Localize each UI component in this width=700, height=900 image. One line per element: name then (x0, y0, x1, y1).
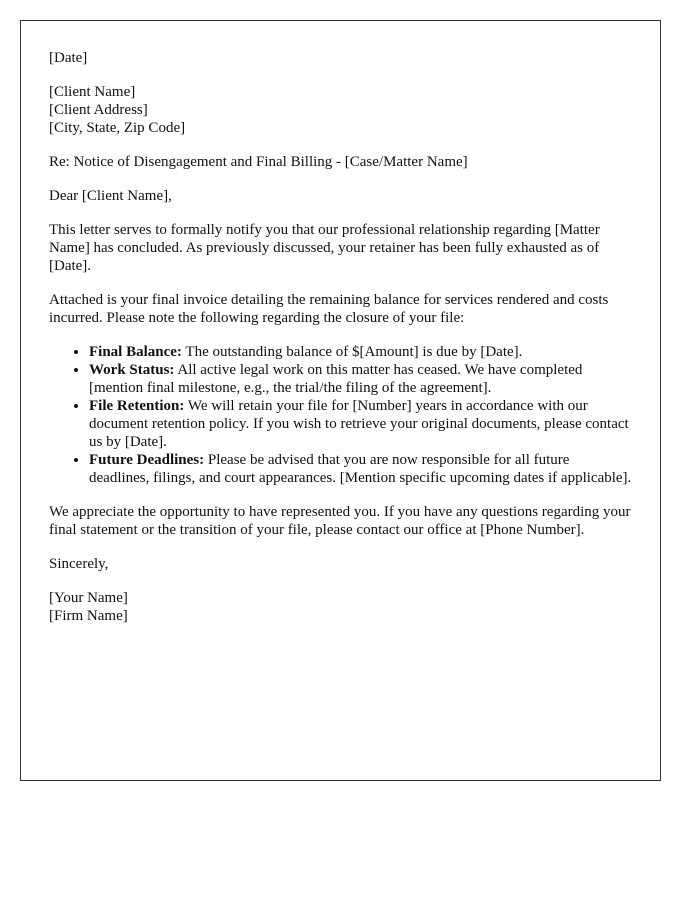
list-item (89, 343, 632, 361)
list-item-label: Future Deadlines: (89, 452, 205, 468)
salutation: Dear [Client Name], (49, 188, 172, 204)
list-item-label: Work Status: (89, 362, 175, 378)
letter (20, 20, 661, 781)
list-item (89, 451, 632, 487)
body-paragraph: Attached is your final invoice detailing the remaining balance for services rendered and costs incurred. Please note the following regarding the closure of your file: (49, 292, 609, 326)
letter-date: [Date] (49, 50, 88, 66)
list-item-text: We will retain your file for [Number] years in accordance with our document retention policy. If you wish to retrieve your original documents, please contact us by [Date]. (89, 398, 629, 450)
list-item (89, 397, 632, 451)
closure-list (49, 343, 632, 487)
signature-firm: [Firm Name] (49, 608, 128, 624)
recipient-address: [Client Address] (49, 102, 148, 118)
closing: Sincerely, (49, 556, 109, 572)
recipient-block (49, 83, 632, 137)
signature-block (49, 589, 632, 625)
recipient-city: [City, State, Zip Code] (49, 120, 186, 136)
list-item-text: All active legal work on this matter has ceased. We have completed [mention final milestone, e.g., the trial/the filing of the agreement]. (89, 362, 583, 396)
list-item-text: Please be advised that you are now responsible for all future deadlines, filings, and court appearances. [Mention specific upcoming dates if applicable]. (89, 452, 632, 486)
list-item-label: File Retention: (89, 398, 185, 414)
subject-line: Re: Notice of Disengagement and Final Billing - [Case/Matter Name] (49, 154, 468, 170)
list-item-label: Final Balance: (89, 344, 182, 360)
signature-name: [Your Name] (49, 590, 128, 606)
recipient-name: [Client Name] (49, 84, 136, 100)
list-item-text: The outstanding balance of $[Amount] is due by [Date]. (181, 344, 523, 360)
list-item (89, 361, 632, 397)
closing-paragraph: We appreciate the opportunity to have represented you. If you have any questions regarding your final statement or the transition of your file, please contact our office at [Phone Number]. (49, 504, 631, 538)
body-paragraph: This letter serves to formally notify you that our professional relationship regarding [Matter Name] has concluded. As previously discussed, your retainer has been fully exhausted as of [Date]. (49, 222, 600, 274)
